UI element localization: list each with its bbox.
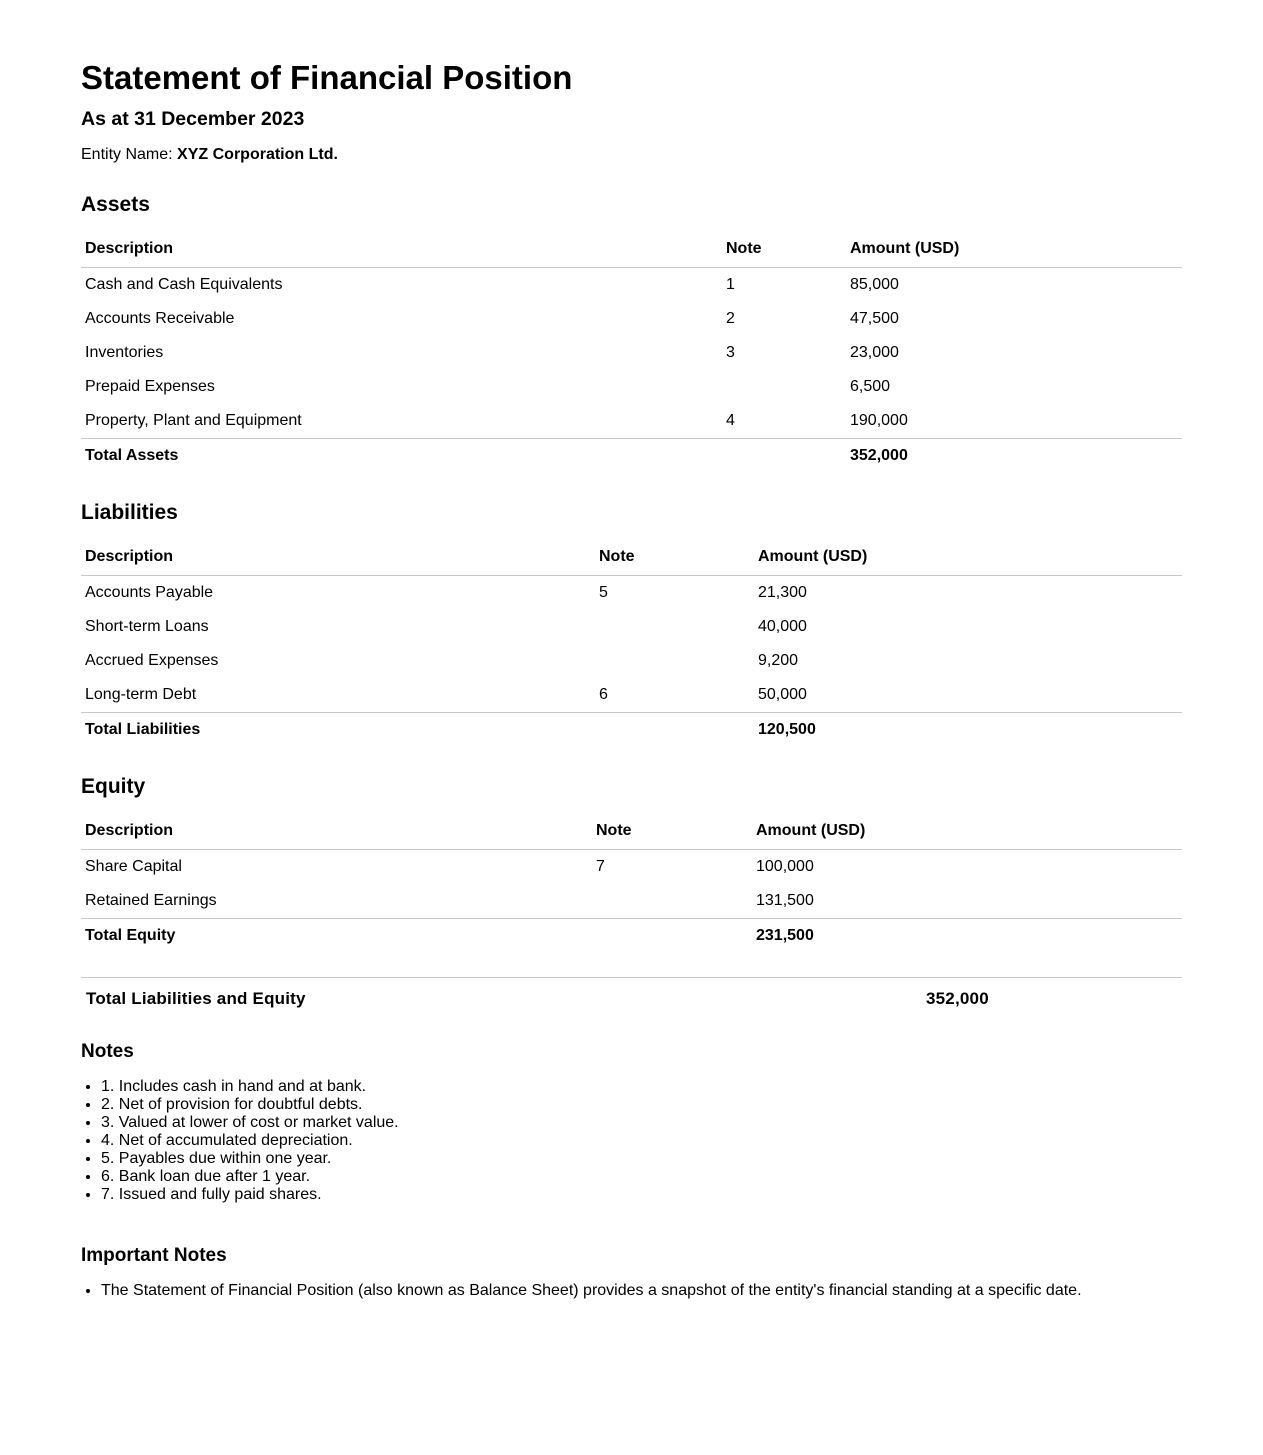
- column-header-note: Note: [722, 231, 846, 268]
- row-amount: 190,000: [850, 412, 908, 429]
- row-description: Share Capital: [85, 858, 182, 875]
- row-description: Inventories: [85, 344, 164, 361]
- total-assets-row: [81, 439, 1182, 474]
- assets-header-row: [81, 231, 1182, 268]
- row-note: 1: [726, 276, 735, 293]
- column-header-note: Note: [592, 813, 752, 850]
- total-amount: 231,500: [752, 919, 1182, 954]
- important-notes-heading: Important Notes: [81, 1245, 227, 1266]
- row-note: [592, 884, 752, 919]
- assets-heading: Assets: [81, 193, 150, 216]
- list-item: • The Statement of Financial Position (also known as Balance Sheet) provides a snapshot of the entity's financial standing at a specific date.: [101, 1282, 1082, 1300]
- total-amount: 352,000: [846, 439, 1182, 474]
- entity-label: Entity Name:: [81, 146, 173, 163]
- statement-date: As at 31 December 2023: [81, 108, 305, 130]
- total-note: [722, 439, 846, 474]
- column-header-description: Description: [81, 813, 592, 850]
- row-description: Cash and Cash Equivalents: [85, 276, 283, 293]
- row-note: 3: [726, 344, 735, 361]
- table-row: [81, 302, 1182, 336]
- table-row: [81, 884, 1182, 919]
- column-header-amount: Amount (USD): [754, 539, 1182, 576]
- total-amount: 120,500: [754, 713, 1182, 748]
- liabilities-heading: Liabilities: [81, 501, 178, 524]
- table-row: [81, 850, 1182, 885]
- total-liabilities-row: [81, 713, 1182, 748]
- column-header-description: Description: [81, 231, 722, 268]
- row-note: 7: [596, 858, 605, 875]
- entity-line: [81, 145, 338, 165]
- table-row: [81, 644, 1182, 678]
- total-equity-row: [81, 919, 1182, 954]
- list-item: • 1. Includes cash in hand and at bank.: [101, 1078, 399, 1096]
- total-label: Total Liabilities: [81, 713, 595, 748]
- row-amount: 50,000: [758, 686, 807, 703]
- equity-table: [81, 813, 1182, 953]
- column-header-description: Description: [81, 539, 595, 576]
- row-amount: 6,500: [850, 378, 891, 395]
- table-row: [81, 268, 1182, 303]
- row-note: 2: [726, 310, 735, 327]
- row-description: Short-term Loans: [85, 618, 209, 635]
- total-note: [595, 713, 754, 748]
- page-title: Statement of Financial Position: [81, 59, 573, 96]
- total-label: Total Equity: [81, 919, 592, 954]
- equity-header-row: [81, 813, 1182, 850]
- list-item: • 6. Bank loan due after 1 year.: [101, 1168, 399, 1186]
- row-amount: 100,000: [756, 858, 814, 875]
- row-amount: 9,200: [758, 652, 799, 669]
- row-note: [722, 370, 846, 404]
- liabilities-table: [81, 539, 1182, 747]
- list-item: • 3. Valued at lower of cost or market value.: [101, 1114, 399, 1132]
- equity-heading: Equity: [81, 775, 146, 798]
- notes-heading: Notes: [81, 1041, 134, 1062]
- row-description: Accrued Expenses: [85, 652, 219, 669]
- table-row: [81, 576, 1182, 611]
- row-description: Prepaid Expenses: [85, 378, 215, 395]
- row-amount: 40,000: [758, 618, 807, 635]
- column-header-amount: Amount (USD): [752, 813, 1182, 850]
- total-note: [592, 919, 752, 954]
- total-label: Total Assets: [81, 439, 722, 474]
- grand-total-label: Total Liabilities and Equity: [86, 989, 306, 1008]
- row-description: Retained Earnings: [85, 892, 217, 909]
- row-note: 4: [726, 412, 735, 429]
- row-description: Long-term Debt: [85, 686, 197, 703]
- liabilities-header-row: [81, 539, 1182, 576]
- column-header-amount: Amount (USD): [846, 231, 1182, 268]
- row-note: 5: [599, 584, 608, 601]
- assets-table: [81, 231, 1182, 473]
- table-row: [81, 404, 1182, 439]
- row-amount: 23,000: [850, 344, 899, 361]
- column-header-note: Note: [595, 539, 754, 576]
- row-note: 6: [599, 686, 608, 703]
- notes-list: [81, 1078, 399, 1204]
- important-notes-list: [81, 1282, 1082, 1300]
- row-note: [595, 610, 754, 644]
- table-row: [81, 370, 1182, 404]
- row-amount: 47,500: [850, 310, 899, 327]
- row-description: Accounts Payable: [85, 584, 214, 601]
- row-note: [595, 644, 754, 678]
- list-item: • 5. Payables due within one year.: [101, 1150, 399, 1168]
- table-row: [81, 610, 1182, 644]
- table-row: [81, 678, 1182, 713]
- table-row: [81, 336, 1182, 370]
- list-item: • 7. Issued and fully paid shares.: [101, 1186, 399, 1204]
- row-amount: 21,300: [758, 584, 807, 601]
- row-description: Property, Plant and Equipment: [85, 412, 302, 429]
- list-item: • 2. Net of provision for doubtful debts.: [101, 1096, 399, 1114]
- grand-total-divider: [81, 977, 1182, 978]
- entity-name: XYZ Corporation Ltd.: [177, 146, 338, 163]
- row-amount: 131,500: [756, 892, 814, 909]
- grand-total-amount: 352,000: [926, 989, 989, 1008]
- row-description: Accounts Receivable: [85, 310, 235, 327]
- list-item: • 4. Net of accumulated depreciation.: [101, 1132, 399, 1150]
- row-amount: 85,000: [850, 276, 899, 293]
